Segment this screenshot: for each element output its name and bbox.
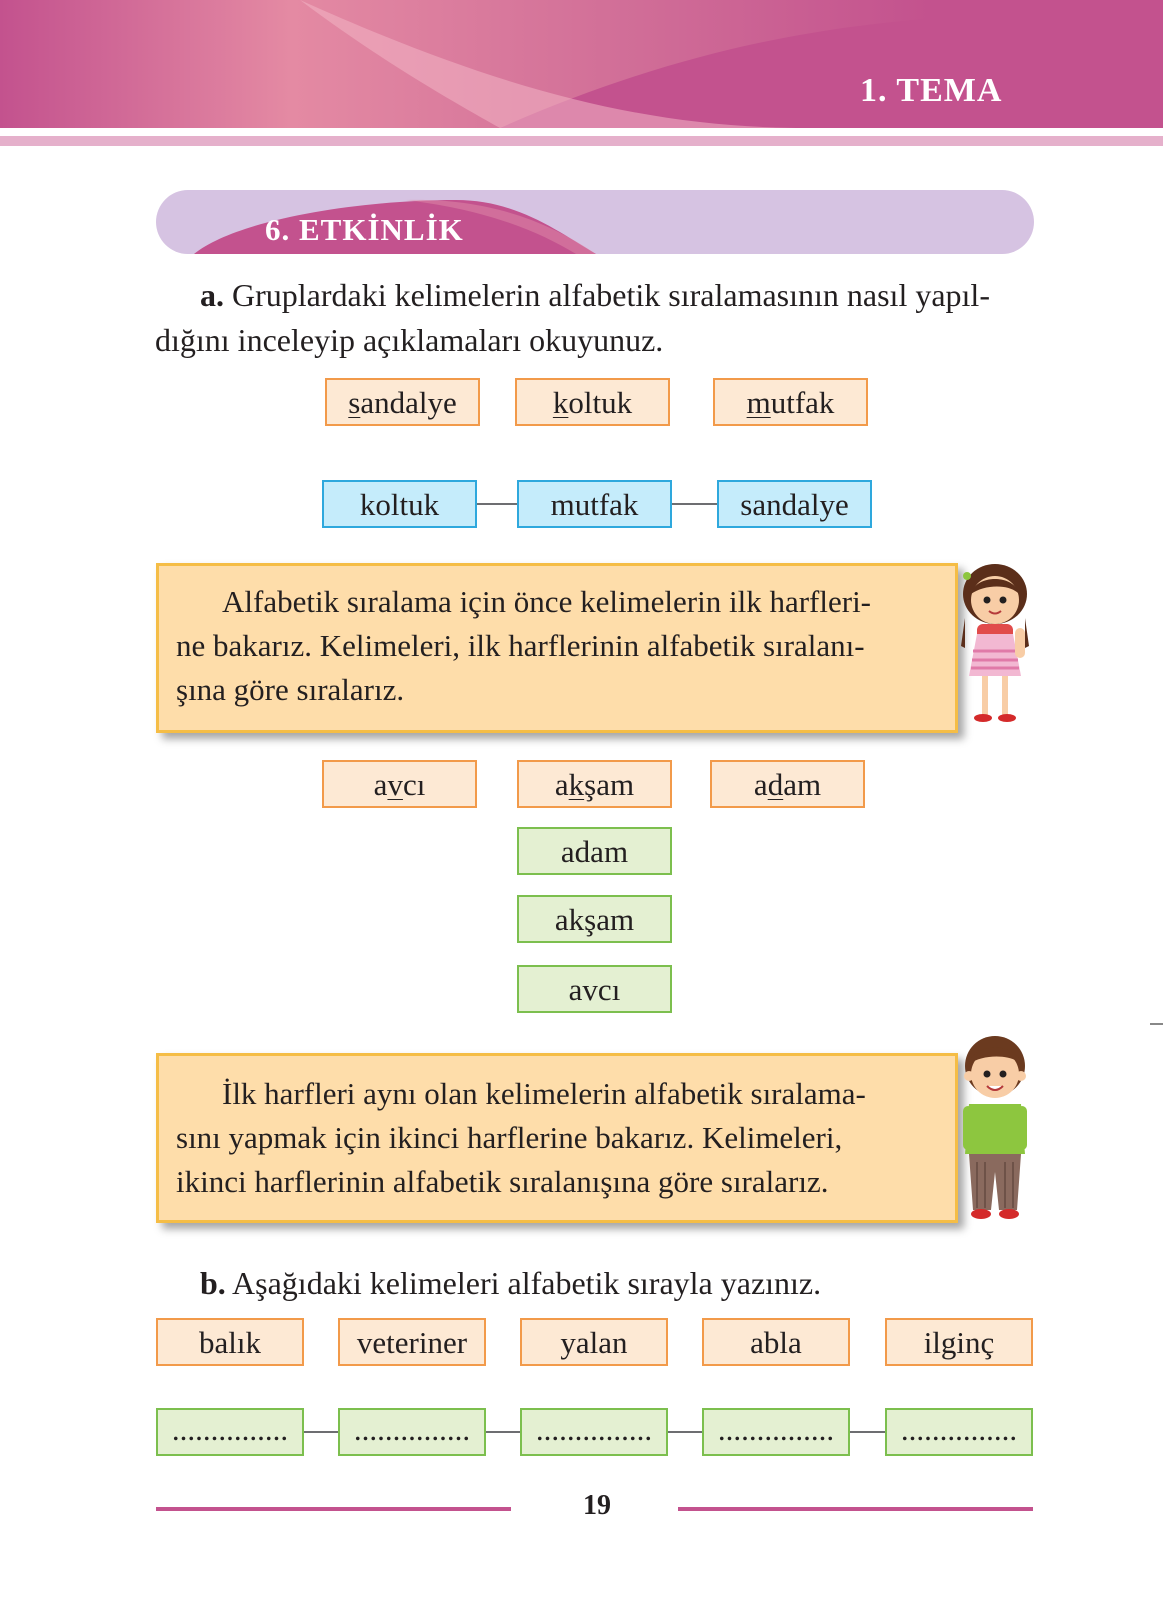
first-letter: s (348, 385, 361, 420)
word-pre: a (753, 767, 768, 802)
word-box-orange: veteriner (338, 1318, 486, 1366)
sorted-word-box: mutfak (517, 480, 672, 528)
note-1-line1: Alfabetik sıralama için önce kelimelerin ilk harfleri- (222, 584, 872, 619)
word-post: am (783, 767, 822, 802)
first-letter: k (552, 385, 569, 420)
sorted-word-box: koltuk (322, 480, 477, 528)
first-letter: m (746, 385, 771, 420)
part-a-text-line1: Gruplardaki kelimelerin alfabetik sıralamasının nasıl yapıl- (232, 277, 990, 313)
connector-line (477, 503, 517, 505)
boy-illustration (955, 1032, 1035, 1232)
second-letter: v (387, 767, 403, 802)
sorted-word-box: sandalye (717, 480, 872, 528)
answer-blank[interactable]: ............... (156, 1408, 304, 1456)
word-box-orange (322, 760, 477, 808)
connector-line (672, 503, 717, 505)
page-number: 19 (583, 1490, 611, 1521)
note-2-line1: İlk harfleri aynı olan kelimelerin alfabetik sıralama- (222, 1076, 866, 1111)
note-1-line2: ne bakarız. Kelimeleri, ilk harflerinin alfabetik sıralanı- (176, 628, 865, 663)
word-rest: oltuk (568, 385, 633, 420)
word-box-orange: abla (702, 1318, 850, 1366)
activity-title: 6. ETKİNLİK (265, 212, 464, 247)
note-1-line3: şına göre sıralarız. (176, 672, 405, 707)
connector-line (850, 1431, 885, 1433)
second-letter: k (568, 767, 585, 802)
word-box-orange (710, 760, 865, 808)
word-box-orange (713, 378, 868, 426)
word-box-orange (517, 760, 672, 808)
word-box-orange: balık (156, 1318, 304, 1366)
sorted-word-box: akşam (517, 895, 672, 943)
theme-title: 1. TEMA (860, 72, 1003, 109)
sorted-word-box: avcı (517, 965, 672, 1013)
answer-blank[interactable]: ............... (885, 1408, 1033, 1456)
word-box-orange (325, 378, 480, 426)
part-a-line1 (200, 273, 990, 318)
word-post: cı (402, 767, 426, 802)
word-box-orange: yalan (520, 1318, 668, 1366)
part-a-label: a. (200, 277, 224, 313)
footer-line-right (678, 1507, 1033, 1511)
word-rest: utfak (770, 385, 835, 420)
word-box-orange: ilginç (885, 1318, 1033, 1366)
word-rest: andalye (360, 385, 457, 420)
word-box-orange (515, 378, 670, 426)
part-b-instruction (200, 1261, 821, 1306)
part-b-text: Aşağıdaki kelimeleri alfabetik sırayla yazınız. (232, 1265, 822, 1301)
girl-illustration (955, 556, 1035, 736)
margin-tick (1150, 1023, 1163, 1025)
connector-line (668, 1431, 702, 1433)
connector-line (486, 1431, 520, 1433)
word-pre: a (373, 767, 388, 802)
note-2-text (176, 1072, 936, 1204)
part-a-text-line2: dığını inceleyip açıklamaları okuyunuz. (155, 322, 664, 358)
note-2-line2: sını yapmak için ikinci harflerine bakarız. Kelimeleri, (176, 1120, 843, 1155)
answer-blank[interactable]: ............... (338, 1408, 486, 1456)
sorted-word-box: adam (517, 827, 672, 875)
note-1-text (176, 580, 936, 712)
answer-blank[interactable]: ............... (702, 1408, 850, 1456)
second-letter: d (767, 767, 784, 802)
part-b-label: b. (200, 1265, 226, 1301)
word-post: şam (584, 767, 635, 802)
note-2-line3: ikinci harflerinin alfabetik sıralanışına göre sıralarız. (176, 1164, 829, 1199)
answer-blank[interactable]: ............... (520, 1408, 668, 1456)
footer-line-left (156, 1507, 511, 1511)
word-pre: a (554, 767, 569, 802)
connector-line (304, 1431, 338, 1433)
